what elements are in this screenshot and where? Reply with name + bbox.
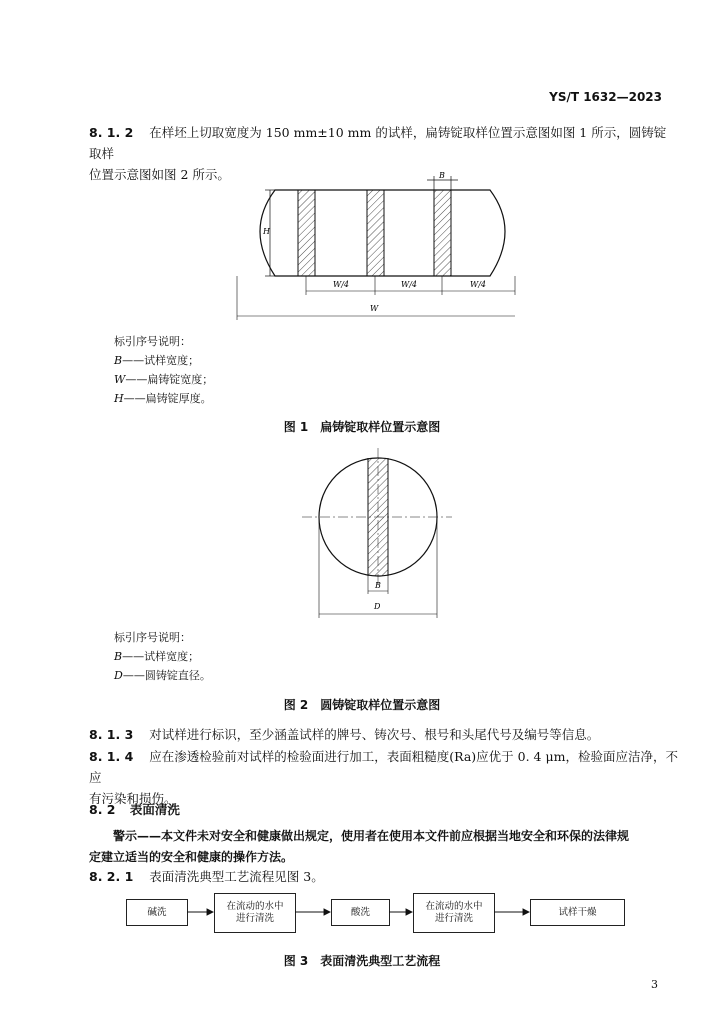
clause-number: 8. 1. 2: [89, 125, 134, 140]
clause-text-line1: 在样坯上切取宽度为 150 mm±10 mm 的试样，扁铸锭取样位置示意图如图 1 所示，圆铸锭取样: [89, 125, 667, 161]
clause-number: 8. 2. 1: [89, 869, 134, 884]
legend-symbol: W: [114, 373, 126, 386]
warning-line2: 定建立适当的安全和健康的操作方法。: [89, 850, 294, 864]
legend-text: ——圆铸锭直径。: [122, 669, 211, 682]
label-w4-1: W/4: [333, 280, 350, 289]
label-w: W: [370, 304, 379, 313]
clause-text: 对试样进行标识，至少涵盖试样的牌号、铸次号、根号和头尾代号及编号等信息。: [149, 727, 600, 742]
label-w4-2: W/4: [401, 280, 418, 289]
figure3-caption: 图 3 表面清洗典型工艺流程: [283, 954, 441, 968]
legend-text: ——扁铸锭宽度；: [125, 373, 214, 386]
clause-text: 表面清洗典型工艺流程见图 3。: [149, 869, 324, 884]
legend-title: 标引序号说明：: [114, 335, 191, 348]
flow-step-alkali-wash: 碱洗: [126, 899, 188, 926]
label-w4-3: W/4: [470, 280, 487, 289]
clause-text-line1: 应在渗透检验前对试样的检验面进行加工，表面粗糙度(Ra)应优于 0. 4 μm，检验面应洁净，不应: [89, 749, 678, 785]
figure1-caption: 图 1 扁铸锭取样位置示意图: [283, 420, 441, 434]
flow-step-dry-sample: 试样干燥: [530, 899, 625, 926]
legend-text: ——扁铸锭厚度。: [123, 392, 212, 405]
section-number: 8. 2: [89, 802, 116, 817]
flow-step-water-rinse-2: 在流动的水中 进行清洗: [413, 893, 495, 933]
legend-title: 标引序号说明：: [114, 631, 191, 644]
clause-text-line2: 有污染和损伤。: [89, 791, 177, 806]
legend-symbol: H: [114, 392, 124, 405]
label-d: D: [374, 602, 381, 611]
section-title: 表面清洗: [129, 802, 180, 817]
legend-text: ——试样宽度；: [122, 354, 200, 367]
legend-symbol: D: [114, 669, 123, 682]
flow-step-acid-wash: 酸洗: [331, 899, 390, 926]
legend-symbol: B: [114, 354, 123, 367]
page-number: 3: [651, 978, 658, 991]
clause-number: 8. 1. 3: [89, 727, 134, 742]
label-h: H: [263, 227, 270, 236]
clause-number: 8. 1. 4: [89, 749, 134, 764]
legend-symbol: B: [114, 650, 123, 663]
label-b: B: [375, 581, 381, 590]
warning-line1: 警示——本文件未对安全和健康做出规定，使用者在使用本文件前应根据当地安全和环保的法律规: [113, 829, 630, 843]
standard-number: YS/T 1632—2023: [549, 90, 662, 104]
flow-step-water-rinse-1: 在流动的水中 进行清洗: [214, 893, 296, 933]
figure2-caption: 图 2 圆铸锭取样位置示意图: [283, 698, 441, 712]
legend-text: ——试样宽度；: [122, 650, 200, 663]
label-b: B: [439, 171, 445, 180]
clause-text-line2: 位置示意图如图 2 所示。: [89, 167, 230, 182]
